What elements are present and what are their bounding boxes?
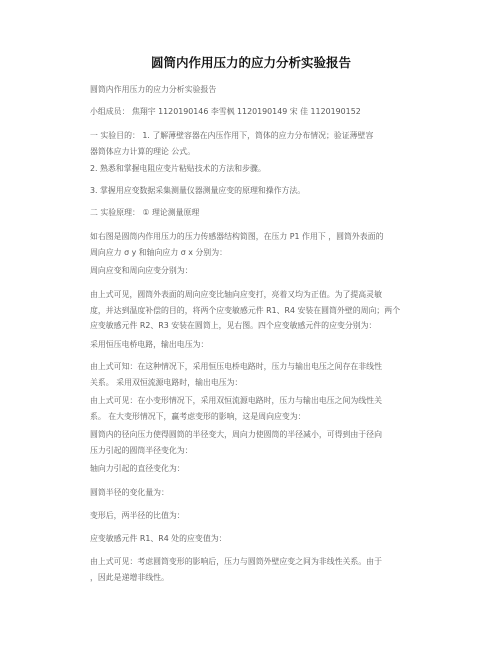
paragraph (90, 82, 420, 98)
paragraph-line: 变形后，两半径的比值为： (90, 511, 185, 520)
paragraph-line: 压力引起的圆筒半径变化为： (90, 445, 193, 455)
paragraph-line: 关系。 采用双恒流源电路时，输出电压为： (90, 377, 243, 387)
paragraph (90, 485, 420, 501)
page-title: 圆筒内作用压力的应力分析实验报告 (150, 55, 351, 70)
paragraph (90, 508, 420, 524)
paragraph (90, 461, 420, 477)
paragraph (90, 359, 420, 390)
paragraph-line: 由上式可知：在这种情况下，采用恒压电桥电路时，压力与输出电压之间存在非线性 (90, 362, 382, 371)
paragraph-line: 器筒体应力计算的理论 公式。 (90, 146, 196, 156)
paragraph-line: ，因此是递增非线性。 (90, 572, 169, 582)
paragraph (90, 128, 420, 159)
paragraph-line: 小组成员： 焦翔宇 1120190146 李雪枫 1120190149 宋 佳 1120190152 (90, 107, 361, 116)
paragraph-line: 3. 掌握用应变数据采集测量仪器测量应变的原理和操作方法。 (90, 186, 306, 195)
paragraph-line: 圆筒内的径向压力使得圆筒的半径变大，周向力使圆筒的半径减小，可得到由于径向 (90, 430, 382, 439)
paragraph-line: 应变敏感元件 R2、R3 安装在圆筒上，见右图。四个应变敏感元件的应变分别为： (90, 321, 377, 330)
paragraph-line: 周向应变和周向应变分别为： (90, 266, 193, 275)
paragraph (90, 205, 420, 221)
paragraph-line: 如右图是圆筒内作用压力的压力传感器结构简图，在压力 P1 作用下 ，圆筒外表面的 (90, 232, 384, 241)
paragraph (90, 161, 420, 177)
paragraph-line: 周向应力 σ y 和轴向应力 σ x 分别为： (90, 247, 227, 257)
paragraph (90, 263, 420, 279)
paragraph-line: 一 实验目的： 1. 了解薄壁容器在内压作用下，筒体的应力分布情况；验证薄壁容 (90, 131, 374, 140)
paragraph-line: 度，并达到温度补偿的目的，将两个应变敏感元件 R1、R4 安装在圆筒外壁的周向；两个 (90, 305, 401, 315)
paragraph (90, 104, 420, 120)
paragraph (90, 531, 420, 547)
paragraph-line: 由上式可见：在小变形情况下，采用双恒流源电路时，压力与输出电压之间为线性关 (90, 396, 382, 405)
paragraph-line: 圆筒内作用压力的应力分析实验报告 (90, 85, 217, 94)
paragraph (90, 554, 420, 585)
paragraph (90, 183, 420, 199)
paragraph-line: 二 实验原理： ① 理论测量原理 (90, 208, 200, 217)
paragraph (90, 337, 420, 353)
paragraph-line: 由上式可见，圆筒外表面的周向应变比轴向应变打，亮着又均为正值。为了提高灵敏 (90, 290, 382, 299)
paragraph-line: 2. 熟悉和掌握电阻应变片粘贴技术的方法和步骤。 (90, 164, 266, 173)
paragraph-line: 由上式可见：考虑圆筒变形的影响后，压力与圆筒外壁应变之间为非线性关系。由于 (90, 557, 382, 566)
paragraph (90, 427, 420, 458)
paragraph (90, 229, 420, 260)
paragraph-line: 采用恒压电桥电路，输出电压为： (90, 340, 209, 349)
paragraph-line: 圆筒半径的变化量为： (90, 488, 169, 497)
paragraph-line: 轴向力引起的直径变化为： (90, 464, 185, 473)
paragraph (90, 393, 420, 424)
paragraph-line: 应变敏感元件 R1、R4 处的应变值为： (90, 534, 227, 543)
paragraph-line: 系。 在大变形情况下，赢考虑变形的影响，这是周向应变为： (90, 411, 306, 421)
paragraph (90, 287, 420, 334)
